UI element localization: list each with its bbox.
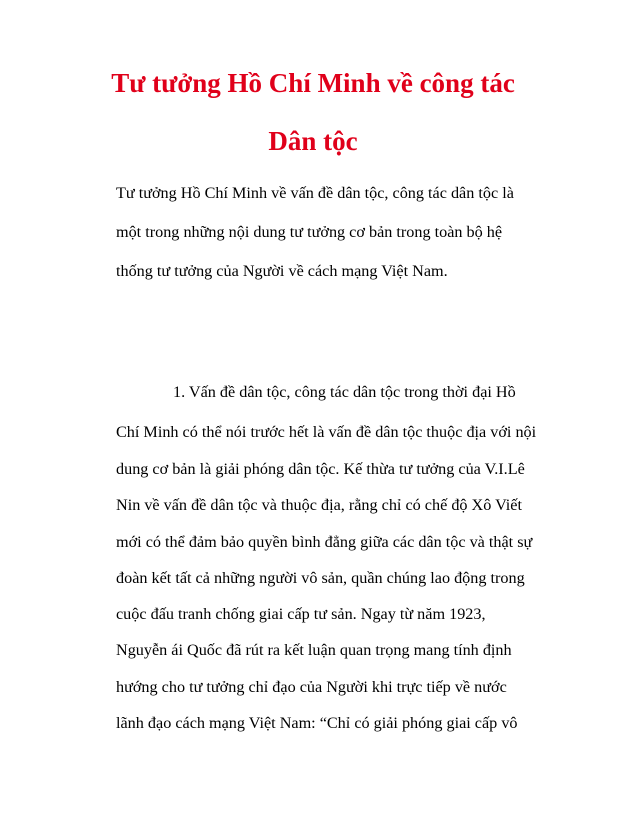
body-line: Nin về vấn đề dân tộc và thuộc địa, rằng chỉ có chế độ Xô Viết <box>116 496 522 514</box>
body-line: lãnh đạo cách mạng Việt Nam: “Chỉ có giải phóng giai cấp vô <box>116 714 518 732</box>
document-title-line-2: Dân tộc <box>268 126 358 156</box>
body-line: mới có thể đảm bảo quyền bình đẳng giữa các dân tộc và thật sự <box>116 533 533 551</box>
intro-line: một trong những nội dung tư tưởng cơ bản trong toàn bộ hệ <box>116 223 503 241</box>
body-line: hướng cho tư tưởng chỉ đạo của Người khi trực tiếp về nước <box>116 678 507 696</box>
body-line: Nguyễn ái Quốc đã rút ra kết luận quan trọng mang tính định <box>116 641 512 659</box>
intro-line: Tư tưởng Hồ Chí Minh về vấn đề dân tộc, công tác dân tộc là <box>116 184 514 202</box>
body-line: 1. Vấn đề dân tộc, công tác dân tộc trong thời đại Hồ <box>173 383 516 401</box>
intro-line: thống tư tưởng của Người về cách mạng Việt Nam. <box>116 262 448 280</box>
body-line: cuộc đấu tranh chống giai cấp tư sản. Ngay từ năm 1923, <box>116 605 486 623</box>
body-line: đoàn kết tất cả những người vô sản, quần chúng lao động trong <box>116 569 525 587</box>
body-line: dung cơ bản là giải phóng dân tộc. Kế thừa tư tưởng của V.I.Lê <box>116 460 525 478</box>
body-line: Chí Minh có thể nói trước hết là vấn đề dân tộc thuộc địa với nội <box>116 423 537 441</box>
document-title-line-1: Tư tưởng Hồ Chí Minh về công tác <box>111 68 515 98</box>
